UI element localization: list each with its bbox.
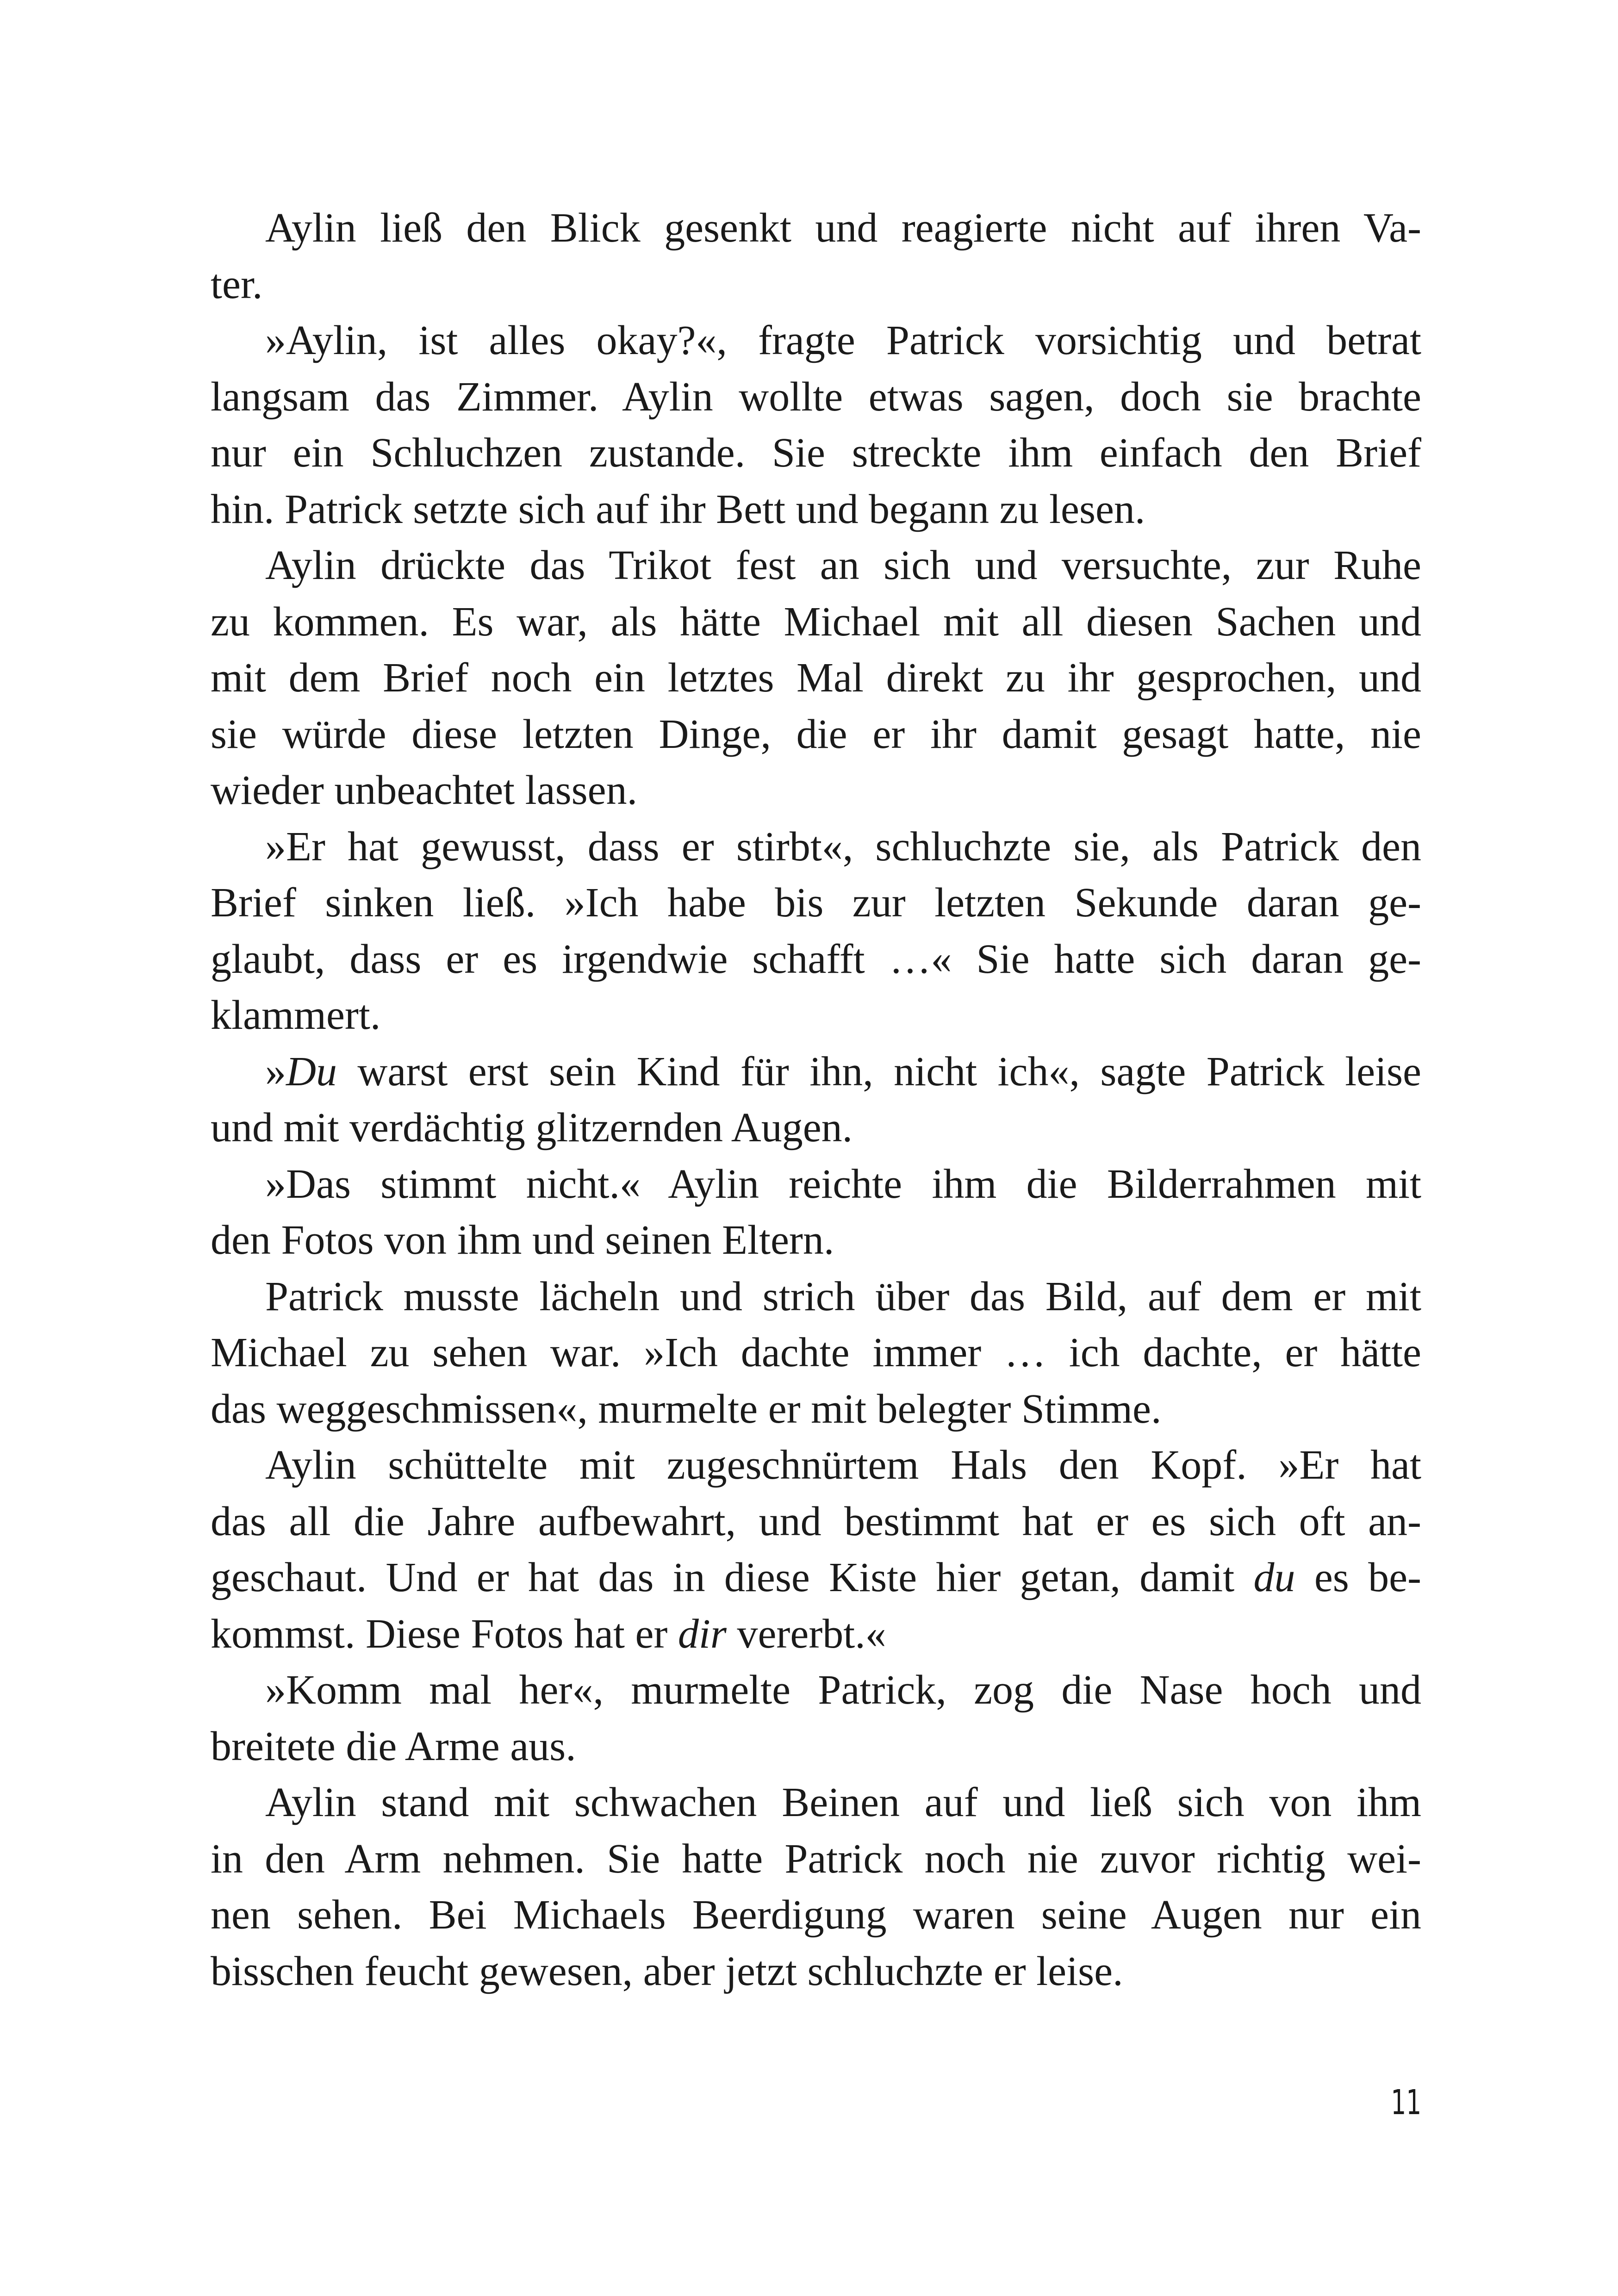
text-line <box>211 425 1421 481</box>
text-line <box>211 1606 1421 1662</box>
text-line <box>211 987 1421 1044</box>
text-run: wieder unbeachtet lassen. <box>211 767 638 813</box>
text-run: hin. Patrick setzte sich auf ihr Bett und begann zu lesen. <box>211 486 1145 532</box>
text-run: geschaut. Und er hat das in diese Kiste hier getan, damit <box>211 1555 1254 1600</box>
paragraph <box>211 312 1421 537</box>
paragraph <box>211 1156 1421 1269</box>
text-run: zu kommen. Es war, als hätte Michael mit all diesen Sachen und <box>211 598 1421 645</box>
text-run: den Fotos von ihm und seinen Eltern. <box>211 1217 834 1263</box>
text-run: »Aylin, ist alles okay?«, fragte Patrick vorsichtig und betrat <box>265 317 1421 363</box>
text-run: nen sehen. Bei Michaels Beerdigung waren seine Augen nur ein <box>211 1892 1421 1938</box>
text-line <box>211 1269 1421 1325</box>
text-run: Aylin drückte das Trikot fest an sich und versuchte, zur Ruhe <box>265 542 1421 588</box>
paragraph <box>211 1269 1421 1437</box>
text-run: vererbt.« <box>726 1611 886 1657</box>
paragraph <box>211 537 1421 819</box>
text-run: das weggeschmissen«, murmelte er mit belegter Stimme. <box>211 1386 1162 1432</box>
text-line <box>211 481 1421 538</box>
text-line <box>211 594 1421 650</box>
text-line <box>211 1325 1421 1381</box>
paragraph <box>211 1437 1421 1662</box>
text-run: Aylin schüttelte mit zugeschnürtem Hals den Kopf. »Er hat <box>265 1442 1421 1488</box>
text-run: »Er hat gewusst, dass er stirbt«, schluchzte sie, als Patrick den <box>265 823 1421 870</box>
text-line <box>211 1044 1421 1100</box>
text-run: » <box>265 1048 286 1095</box>
text-run: breitete die Arme aus. <box>211 1723 576 1769</box>
paragraph <box>211 819 1421 1044</box>
text-run: bisschen feucht gewesen, aber jetzt schluchzte er leise. <box>211 1948 1123 1994</box>
paragraph <box>211 1662 1421 1774</box>
text-run: ter. <box>211 261 263 307</box>
text-run: glaubt, dass er es irgendwie schafft …« Sie hatte sich daran ge- <box>211 936 1421 982</box>
text-line <box>211 706 1421 763</box>
text-run: das all die Jahre aufbewahrt, und bestimmt hat er es sich oft an- <box>211 1498 1421 1544</box>
italic-text: du <box>1253 1555 1295 1600</box>
text-line <box>211 1718 1421 1775</box>
text-run: Aylin stand mit schwachen Beinen auf und ließ sich von ihm <box>265 1780 1421 1825</box>
body-text <box>211 200 1421 1999</box>
text-line <box>211 1943 1421 2000</box>
text-run: nur ein Schluchzen zustande. Sie streckte ihm einfach den Brief <box>211 430 1421 476</box>
text-run: Brief sinken ließ. »Ich habe bis zur letzten Sekunde daran ge- <box>211 880 1421 926</box>
text-line <box>211 537 1421 594</box>
text-run: mit dem Brief noch ein letztes Mal direkt zu ihr gesprochen, und <box>211 655 1421 701</box>
text-line <box>211 931 1421 988</box>
page-number: 11 <box>1391 2083 1421 2122</box>
text-run: »Das stimmt nicht.« Aylin reichte ihm die Bilderrahmen mit <box>265 1161 1421 1207</box>
text-run: sie würde diese letzten Dinge, die er ihr damit gesagt hatte, nie <box>211 711 1421 757</box>
text-line <box>211 875 1421 931</box>
text-line <box>211 1212 1421 1269</box>
text-line <box>211 1887 1421 1943</box>
text-run: langsam das Zimmer. Aylin wollte etwas sagen, doch sie brachte <box>211 373 1421 420</box>
text-line <box>211 1662 1421 1718</box>
text-run: »Komm mal her«, murmelte Patrick, zog die Nase hoch und <box>265 1667 1421 1713</box>
text-line <box>211 762 1421 819</box>
text-line <box>211 1549 1421 1606</box>
text-line <box>211 1493 1421 1550</box>
text-line <box>211 1381 1421 1437</box>
text-run: Aylin ließ den Blick gesenkt und reagierte nicht auf ihren Va- <box>265 205 1421 251</box>
text-run: Patrick musste lächeln und strich über das Bild, auf dem er mit <box>265 1273 1421 1319</box>
text-run: Michael zu sehen war. »Ich dachte immer … ich dachte, er hätte <box>211 1330 1421 1375</box>
text-line <box>211 819 1421 875</box>
text-line <box>211 1100 1421 1156</box>
paragraph <box>211 1044 1421 1156</box>
paragraph <box>211 1774 1421 1999</box>
text-line <box>211 256 1421 313</box>
text-line <box>211 200 1421 256</box>
text-line <box>211 369 1421 425</box>
text-run: klammert. <box>211 992 381 1038</box>
italic-text: dir <box>678 1611 727 1657</box>
text-line <box>211 650 1421 706</box>
text-line <box>211 312 1421 369</box>
text-line <box>211 1156 1421 1213</box>
text-run: es be- <box>1295 1555 1422 1600</box>
text-line <box>211 1437 1421 1493</box>
italic-text: Du <box>286 1048 337 1095</box>
paragraph <box>211 200 1421 312</box>
text-run: warst erst sein Kind für ihn, nicht ich«, sagte Patrick leise <box>337 1048 1421 1095</box>
text-line <box>211 1774 1421 1831</box>
text-line <box>211 1831 1421 1887</box>
text-run: in den Arm nehmen. Sie hatte Patrick noch nie zuvor richtig wei- <box>211 1836 1421 1882</box>
text-run: und mit verdächtig glitzernden Augen. <box>211 1105 853 1151</box>
text-run: kommst. Diese Fotos hat er <box>211 1611 678 1657</box>
